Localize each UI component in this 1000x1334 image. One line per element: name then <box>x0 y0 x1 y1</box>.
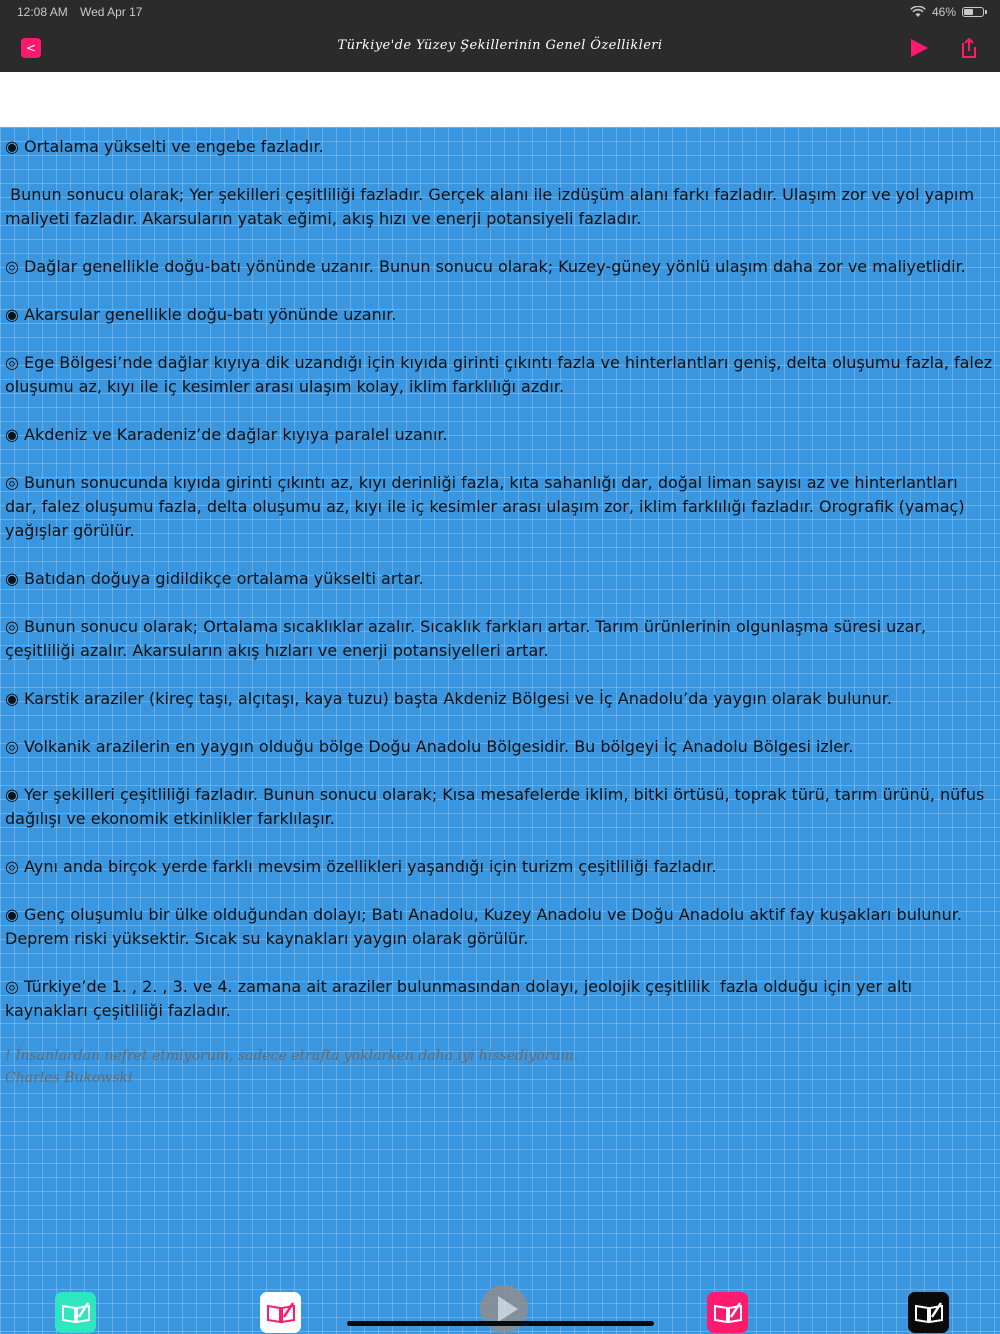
paragraph: ◎ Türkiye’de 1. , 2. , 3. ve 4. zamana ait araziler bulunmasından dolayı, jeolojik çeşitlilik fazla olduğu için yer altı kaynakları çeşitliliği fazladır. <box>5 977 918 1020</box>
content-area[interactable] <box>0 127 1000 1334</box>
notebook-teal-icon[interactable] <box>55 1292 96 1333</box>
paragraph: ◉ Akarsular genellikle doğu-batı yönünde uzanır. <box>5 305 397 324</box>
status-time: 12:08 AM <box>17 5 68 19</box>
notebook-black-icon[interactable] <box>908 1292 949 1333</box>
paragraph: ◎ Ege Bölgesi’nde dağlar kıyıya dik uzandığı için kıyıda girinti çıkıntı fazla ve hinterlantları geniş, delta oluşumu fazla, falez oluşumu az, kıyı ile iç kesimler arası ulaşım kolay, iklim farklılığı azdır. <box>5 353 998 396</box>
paragraph: ◉ Karstik araziler (kireç taşı, alçıtaşı, kaya tuzu) başta Akdeniz Bölgesi ve İç Anadolu’da yaygın olarak bulunur. <box>5 689 892 708</box>
paragraph: ◉ Batıdan doğuya gidildikçe ortalama yükselti artar. <box>5 569 424 588</box>
book-pen-icon <box>61 1301 91 1325</box>
text-body <box>5 135 998 1047</box>
paragraph: ◉ Yer şekilleri çeşitliliği fazladır. Bunun sonucu olarak; Kısa mesafelerde iklim, bitki örtüsü, toprak türü, tarım ürünü, nüfus dağılışı ve ekonomik etkinlikler farklılaşır. <box>5 785 990 828</box>
book-pen-icon <box>266 1301 296 1325</box>
quote-block <box>5 1045 985 1089</box>
play-button[interactable] <box>911 39 928 57</box>
export-icon[interactable] <box>960 37 978 59</box>
paragraph: Bunun sonucu olarak; Yer şekilleri çeşitliliği fazladır. Gerçek alanı ile izdüşüm alanı farkı fazladır. Ulaşım zor ve yol yapım maliyeti fazladır. Akarsuların yatak eğimi, akış hızı ve enerji potansiyeli fazladır. <box>5 185 980 228</box>
notebook-white-icon[interactable] <box>260 1292 301 1333</box>
status-bar <box>0 0 1000 24</box>
battery-icon <box>962 7 984 17</box>
notebook-pink-icon[interactable] <box>707 1292 748 1333</box>
paragraph: ◎ Volkanik arazilerin en yaygın olduğu bölge Doğu Anadolu Bölgesidir. Bu bölgeyi İç Anadolu Bölgesi izler. <box>5 737 854 756</box>
paragraph: ◎ Bunun sonucu olarak; Ortalama sıcaklıklar azalır. Sıcaklık farkları artar. Tarım ürünlerinin olgunlaşma süresi uzar, çeşitliliği azalır. Akarsuların akış hızları ve enerji potansiyelleri artar. <box>5 617 932 660</box>
quote-text: ! İnsanlardan nefret etmiyorum, sadece etrafta yoklarken daha iyi hissediyorum. <box>5 1048 579 1064</box>
paragraph: ◉ Ortalama yükselti ve engebe fazladır. <box>5 137 324 156</box>
nav-bar <box>0 24 1000 72</box>
quote-author: Charles Bukowski <box>5 1070 133 1086</box>
paragraph: ◉ Genç oluşumlu bir ülke olduğundan dolayı; Batı Anadolu, Kuzey Anadolu ve Doğu Anadolu aktif fay kuşakları bulunur. Deprem riski yüksektir. Sıcak su kaynakları yaygın olarak görülür. <box>5 905 967 948</box>
header-spacer <box>0 72 1000 127</box>
wifi-icon <box>910 6 926 18</box>
home-indicator <box>347 1321 654 1326</box>
battery-percent: 46% <box>931 5 956 19</box>
status-date: Wed Apr 17 <box>80 5 143 19</box>
status-right <box>910 5 984 19</box>
paragraph: ◎ Bunun sonucunda kıyıda girinti çıkıntı az, kıyı derinliği fazla, kıta sahanlığı dar, doğal liman sayısı az ve hinterlantları dar, falez oluşumu fazla, delta oluşumu az, kıyı ile iç kesimler arası ulaşım zor, iklim farklılığı fazladır. Orografik (yamaç) yağışlar görülür. <box>5 473 970 540</box>
back-button[interactable]: < <box>21 38 41 58</box>
page-title: Türkiye'de Yüzey Şekillerinin Genel Özellikleri <box>337 38 663 53</box>
paragraph: ◉ Akdeniz ve Karadeniz’de dağlar kıyıya paralel uzanır. <box>5 425 448 444</box>
book-pen-icon <box>914 1301 944 1325</box>
paragraph: ◎ Dağlar genellikle doğu-batı yönünde uzanır. Bunun sonucu olarak; Kuzey-güney yönlü ulaşım daha zor ve maliyetlidir. <box>5 257 966 276</box>
paragraph: ◎ Aynı anda birçok yerde farklı mevsim özellikleri yaşandığı için turizm çeşitliliği fazladır. <box>5 857 717 876</box>
book-pen-icon <box>713 1301 743 1325</box>
